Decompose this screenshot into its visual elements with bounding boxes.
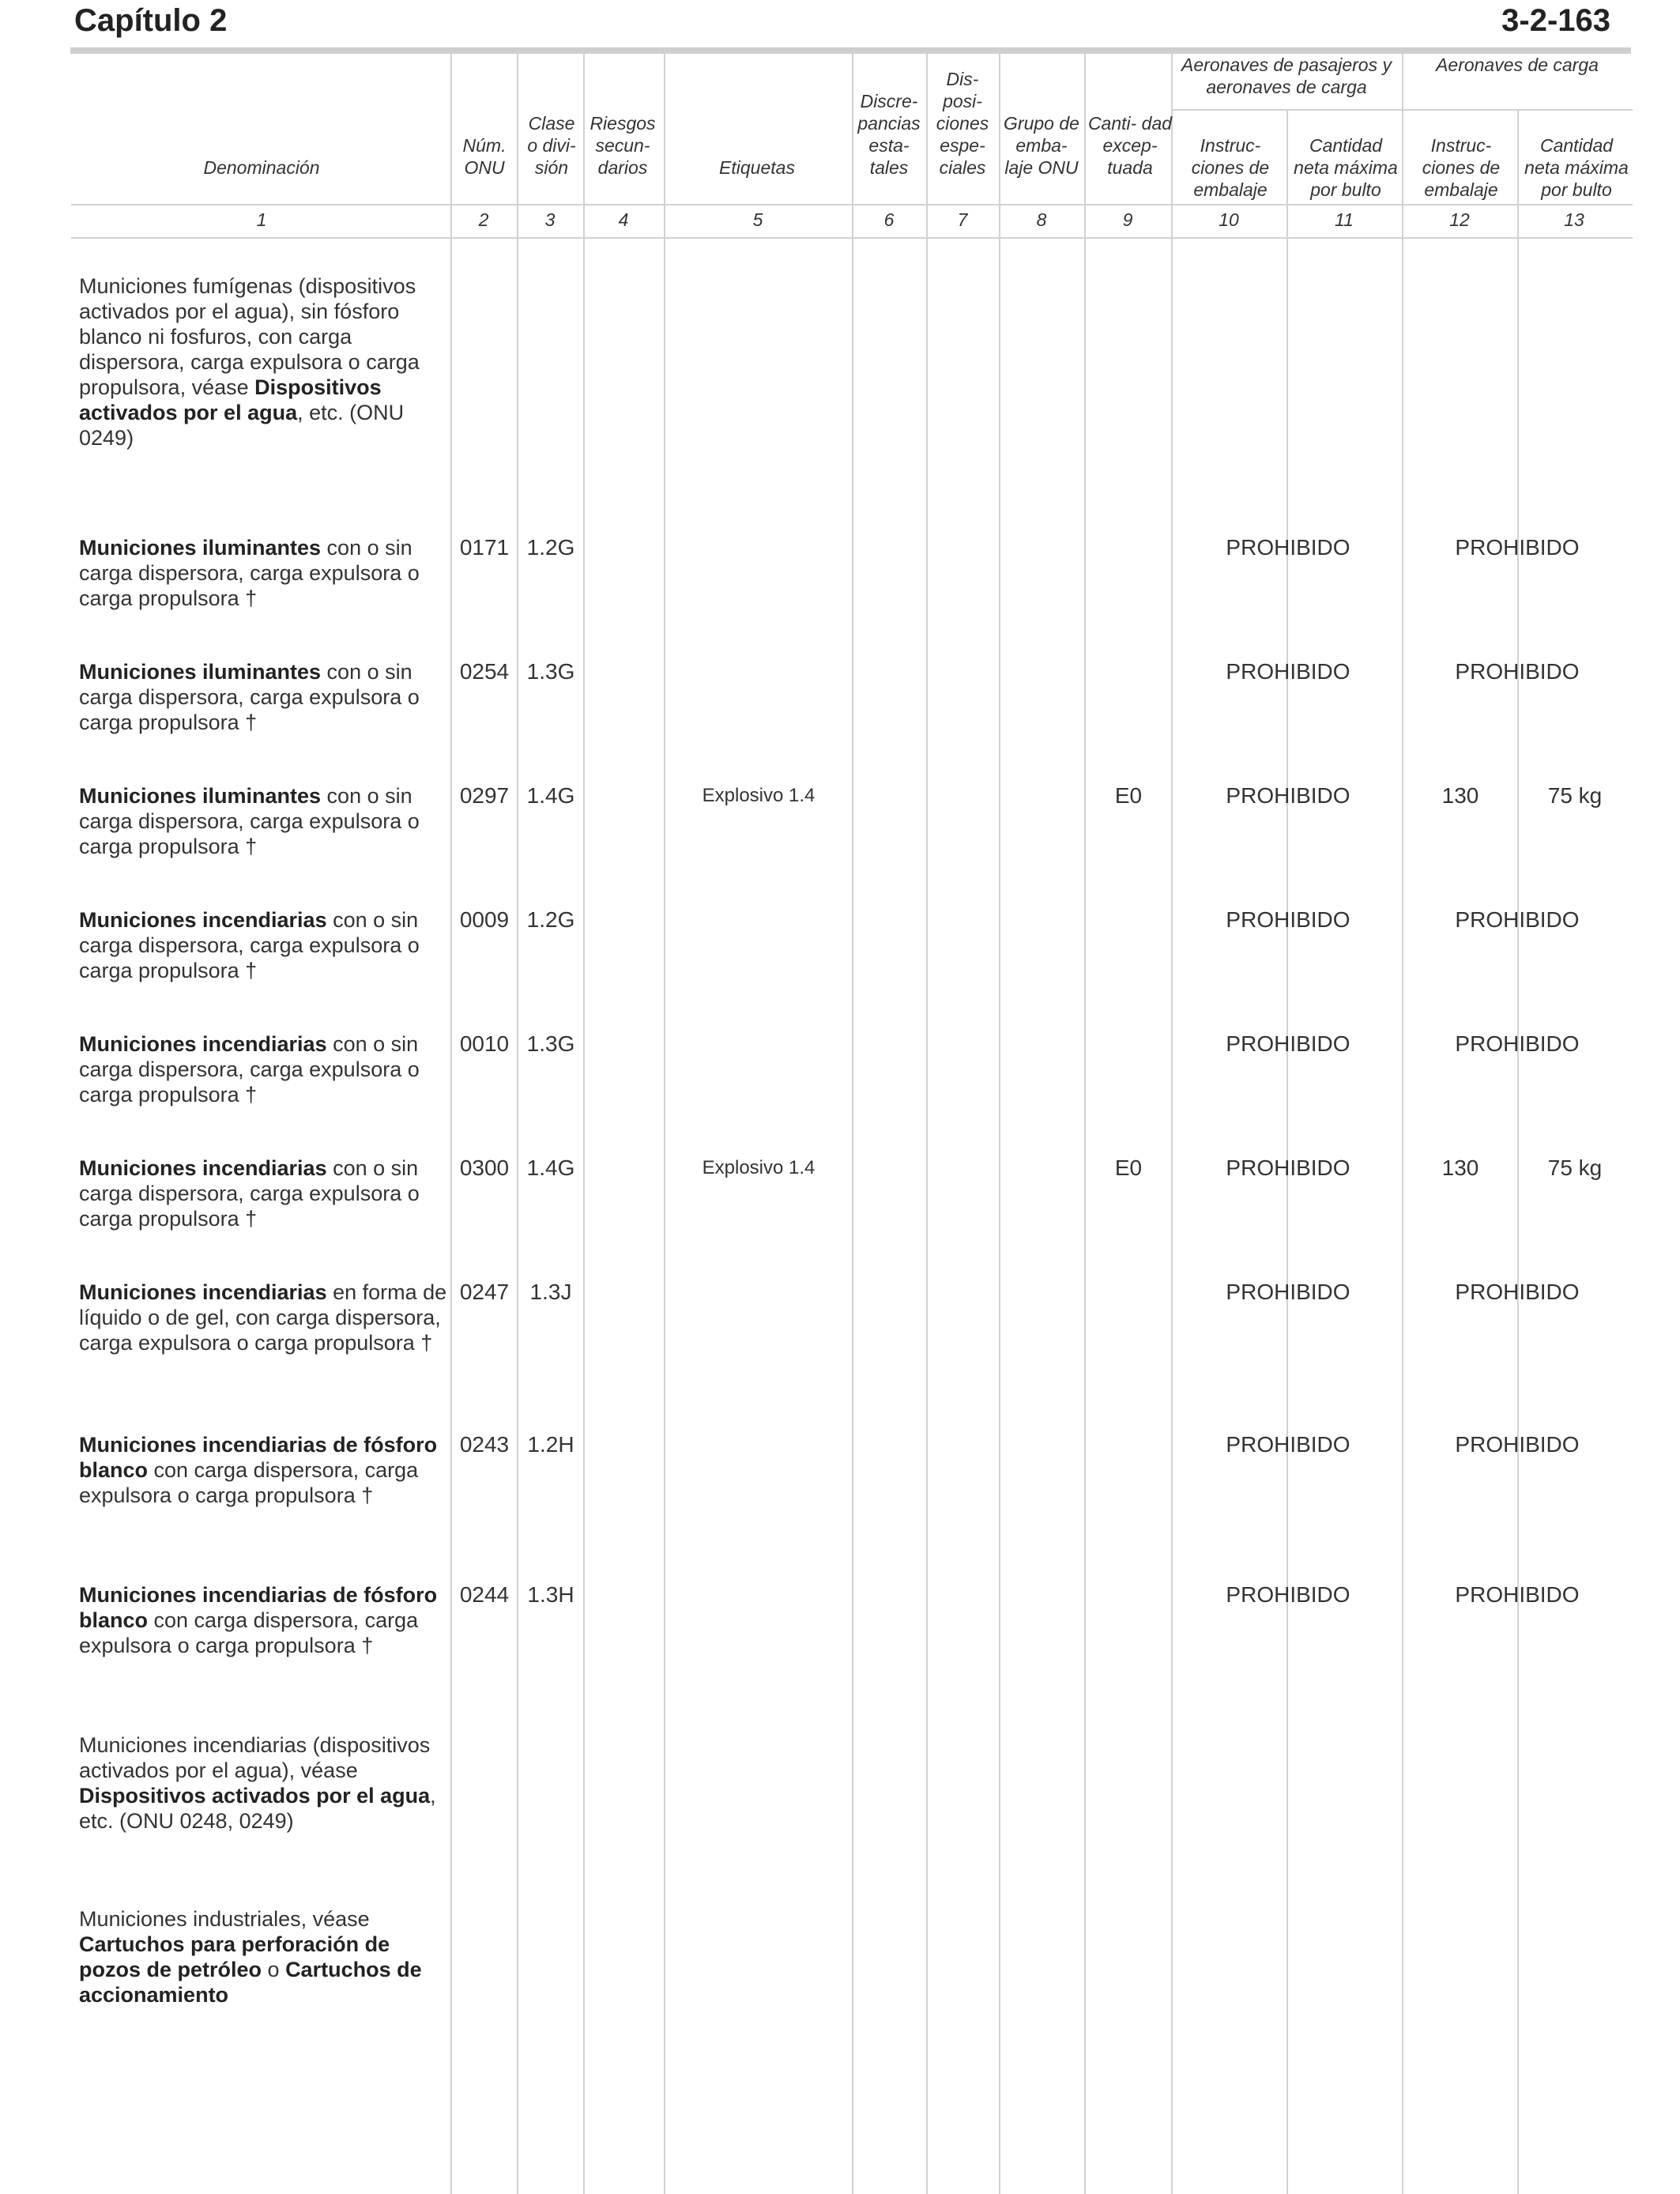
- cargo-aircraft-value: PROHIBIDO: [1455, 1031, 1580, 1056]
- un-number: 0010: [459, 1031, 510, 1056]
- column-number: 13: [1564, 209, 1584, 230]
- entry-name-bold: Municiones iluminantes: [79, 536, 322, 560]
- un-number: 0254: [459, 659, 510, 684]
- entry-name-text: Municiones fumígenas (dispositivos activados por el agua), sin fósforo blanco ni fosfuros, con carga dispersora, carga expulsora o carga propulsora, véase: [79, 274, 420, 399]
- label-value: Explosivo 1.4: [702, 1157, 816, 1178]
- entry-name-text: con o sin carga dispersora, carga expulsora o carga propulsora †: [79, 908, 420, 982]
- passenger-aircraft-value: PROHIBIDO: [1226, 783, 1350, 808]
- entry-name: [79, 1906, 449, 2007]
- entry-name-bold: Municiones incendiarias de fósforo blanco: [79, 1433, 438, 1482]
- entry-name-bold: Municiones iluminantes: [79, 784, 322, 808]
- passenger-aircraft-value: PROHIBIDO: [1226, 1280, 1350, 1304]
- cargo-packing-instruction: 130: [1441, 1155, 1479, 1180]
- cargo-max-quantity: 75 kg: [1547, 783, 1603, 808]
- passenger-aircraft-value: PROHIBIDO: [1226, 1582, 1350, 1607]
- passenger-aircraft-value: PROHIBIDO: [1226, 1155, 1350, 1180]
- class-division: 1.3G: [526, 659, 575, 684]
- column-number: 7: [957, 209, 968, 230]
- column-divider: [1084, 54, 1086, 2194]
- header-passenger-packing-instructions: Instruc- ciones de embalaje: [1191, 135, 1270, 200]
- row-divider: [71, 204, 1633, 205]
- header-packing-group: Grupo de emba- laje ONU: [1004, 113, 1079, 178]
- passenger-aircraft-value: PROHIBIDO: [1226, 659, 1350, 684]
- entry-name-bold: Cartuchos para perforación de pozos de petróleo: [79, 1932, 390, 1981]
- header-name: Denominación: [203, 157, 320, 178]
- header-subsidiary-risks: Riesgos secun- darios: [590, 113, 656, 178]
- entry-name-text: con o sin carga dispersora, carga expulsora o carga propulsora †: [79, 1032, 420, 1106]
- entry-name-text: o: [262, 1958, 286, 1981]
- entry-name-text: Municiones industriales, véase: [79, 1907, 370, 1931]
- entry-name-text: con o sin carga dispersora, carga expulsora o carga propulsora †: [79, 1156, 420, 1231]
- column-number: 8: [1036, 209, 1047, 230]
- header-cargo-max-net-quantity: Cantidad neta máxima por bulto: [1524, 135, 1629, 200]
- cargo-aircraft-value: PROHIBIDO: [1455, 907, 1580, 932]
- entry-name-text: con carga dispersora, carga expulsora o carga propulsora †: [79, 1608, 419, 1657]
- column-number: 10: [1219, 209, 1239, 230]
- header-rule: [70, 47, 1631, 54]
- row-divider: [71, 237, 1633, 239]
- entry-name: [79, 273, 449, 450]
- class-division: 1.3H: [527, 1582, 574, 1607]
- cargo-max-quantity: 75 kg: [1547, 1155, 1603, 1180]
- chapter-title: Capítulo 2: [74, 3, 228, 38]
- page-number: 3-2-163: [1501, 3, 1610, 38]
- entry-name-bold: Municiones incendiarias: [79, 1032, 327, 1056]
- class-division: 1.3J: [529, 1280, 572, 1304]
- entry-name-bold: Cartuchos de accionamiento: [79, 1958, 422, 2007]
- entry-name-bold: Municiones incendiarias de fósforo blanco: [79, 1583, 438, 1632]
- cargo-aircraft-value: PROHIBIDO: [1455, 1432, 1580, 1457]
- entry-name-text: con o sin carga dispersora, carga expulsora o carga propulsora †: [79, 536, 420, 610]
- header-passenger-aircraft-group: Aeronaves de pasajeros y aeronaves de carga: [1181, 55, 1392, 97]
- entry-name-text: en forma de líquido o de gel, con carga dispersora, carga expulsora o carga propulsora †: [79, 1280, 447, 1355]
- column-number: 5: [752, 209, 763, 230]
- column-divider: [517, 54, 518, 2194]
- entry-name-text: Municiones incendiarias (dispositivos activados por el agua), véase: [79, 1733, 431, 1782]
- label-value: Explosivo 1.4: [702, 785, 816, 806]
- header-excepted-quantity: Canti- dad excep- tuada: [1087, 113, 1173, 178]
- passenger-aircraft-value: PROHIBIDO: [1226, 1031, 1350, 1056]
- un-number: 0009: [459, 907, 510, 932]
- header-state-variations: Discre- pancias esta- tales: [857, 91, 921, 178]
- entry-name-text: con o sin carga dispersora, carga expulsora o carga propulsora †: [79, 660, 420, 734]
- entry-name-bold: Dispositivos activados por el agua: [79, 1784, 431, 1808]
- excepted-quantity: E0: [1114, 783, 1143, 808]
- entry-name: [79, 1280, 449, 1355]
- entry-name: [79, 783, 449, 859]
- un-number: 0243: [459, 1432, 510, 1457]
- entry-name-text: con o sin carga dispersora, carga expulsora o carga propulsora †: [79, 784, 420, 858]
- column-number: 9: [1122, 209, 1133, 230]
- entry-name: [79, 1031, 449, 1107]
- entry-name-bold: Municiones incendiarias: [79, 908, 327, 932]
- un-number: 0171: [459, 535, 510, 560]
- passenger-aircraft-value: PROHIBIDO: [1226, 535, 1350, 560]
- column-number: 2: [478, 209, 489, 230]
- column-divider: [1402, 54, 1403, 2194]
- un-number: 0247: [459, 1280, 510, 1304]
- entry-name: [79, 1582, 449, 1658]
- entry-name-text: , etc. (ONU 0248, 0249): [79, 1784, 436, 1833]
- class-division: 1.2H: [527, 1432, 574, 1457]
- column-divider: [1286, 109, 1288, 2194]
- cargo-aircraft-value: PROHIBIDO: [1455, 535, 1580, 560]
- column-number: 3: [544, 209, 556, 230]
- entry-name: [79, 535, 449, 611]
- entry-name-bold: Dispositivos activados por el agua: [79, 375, 382, 424]
- passenger-aircraft-value: PROHIBIDO: [1226, 1432, 1350, 1457]
- column-divider: [852, 54, 853, 2194]
- header-cargo-packing-instructions: Instruc- ciones de embalaje: [1422, 135, 1501, 200]
- header-passenger-max-net-quantity: Cantidad neta máxima por bulto: [1294, 135, 1398, 200]
- entry-name-text: , etc. (ONU 0249): [79, 401, 405, 450]
- excepted-quantity: E0: [1114, 1155, 1143, 1180]
- class-division: 1.2G: [526, 535, 575, 560]
- column-divider: [1171, 54, 1173, 2194]
- page-header: [73, 0, 1610, 47]
- column-number: 4: [618, 209, 629, 230]
- column-divider: [450, 54, 452, 2194]
- column-divider: [1517, 109, 1519, 2194]
- un-number: 0300: [459, 1155, 510, 1180]
- header-class: Clase o divi- sión: [527, 113, 576, 178]
- entry-name: [79, 1732, 449, 1834]
- class-division: 1.4G: [526, 783, 575, 808]
- entry-name: [79, 907, 449, 983]
- column-number: 6: [883, 209, 895, 230]
- entry-name: [79, 1432, 449, 1508]
- class-division: 1.4G: [526, 1155, 575, 1180]
- header-labels: Etiquetas: [719, 157, 795, 178]
- entry-name: [79, 659, 449, 735]
- cargo-aircraft-value: PROHIBIDO: [1455, 659, 1580, 684]
- un-number: 0297: [459, 783, 510, 808]
- un-number: 0244: [459, 1582, 510, 1607]
- entry-name-bold: Municiones incendiarias: [79, 1280, 327, 1304]
- entry-name-text: con carga dispersora, carga expulsora o carga propulsora †: [79, 1458, 419, 1507]
- entry-name-bold: Municiones iluminantes: [79, 660, 322, 684]
- column-divider: [926, 54, 928, 2194]
- passenger-aircraft-value: PROHIBIDO: [1226, 907, 1350, 932]
- class-division: 1.3G: [526, 1031, 575, 1056]
- column-number: 1: [256, 209, 267, 230]
- column-divider: [664, 54, 665, 2194]
- column-number: 11: [1335, 209, 1354, 230]
- cargo-aircraft-value: PROHIBIDO: [1455, 1582, 1580, 1607]
- column-divider: [583, 54, 585, 2194]
- header-un-number: Núm. ONU: [462, 135, 507, 178]
- entry-name-bold: Municiones incendiarias: [79, 1156, 327, 1180]
- header-special-provisions: Dis- posi- ciones espe- ciales: [936, 69, 989, 178]
- column-number: 12: [1449, 209, 1470, 230]
- header-cargo-aircraft-group: Aeronaves de carga: [1436, 55, 1599, 75]
- cargo-packing-instruction: 130: [1441, 783, 1479, 808]
- cargo-aircraft-value: PROHIBIDO: [1455, 1280, 1580, 1304]
- class-division: 1.2G: [526, 907, 575, 932]
- column-divider: [999, 54, 1000, 2194]
- entry-name: [79, 1155, 449, 1231]
